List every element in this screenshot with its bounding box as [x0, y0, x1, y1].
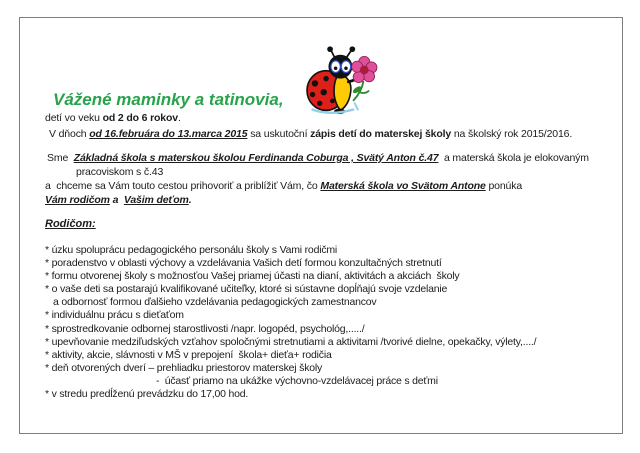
text-segment: a [109, 194, 124, 206]
list-item: * úzku spoluprácu pedagogického personálu školy s Vami rodičmi [45, 244, 338, 256]
list-item: * individuálnu prácu s dieťaťom [45, 309, 184, 322]
text-segment: zápis detí do materskej školy [310, 128, 452, 140]
text-segment: Vašim deťom [123, 194, 189, 206]
age-range-line [45, 112, 181, 125]
text-segment: Sme [47, 152, 74, 164]
text-segment: od 2 do 6 rokov [102, 112, 178, 124]
list-item: * o vaše deti sa postarajú kvalifikované učiteľky, ktoré si sústavne dopĺňajú svoje vzdelanie [45, 283, 448, 296]
text-segment: a chceme sa Vám touto cestou prihovoriť a priblížiť Vám, čo [45, 180, 321, 192]
list-item: * deň otvorených dverí – prehliadku priestorov materskej školy [45, 361, 323, 374]
offer-list [45, 244, 618, 401]
text-segment: ponúka [485, 180, 523, 192]
document-page [19, 17, 623, 434]
list-item: a odbornosť formou ďalšieho vzdelávania pedagogických zamestnancov [53, 296, 377, 309]
text-segment: od 16.februára do 13.marca 2015 [89, 128, 248, 140]
enrollment-line [49, 128, 572, 141]
ladybug-with-flower-icon [302, 46, 382, 116]
text-segment: Materská škola vo Svätom Antone [320, 180, 486, 192]
list-item: * sprostredkovanie odbornej starostlivosti /napr. logopéd, psychológ,...../ [45, 322, 365, 335]
school-name-line2 [76, 166, 163, 179]
text-segment: a materská škola je elokovaným [438, 152, 589, 164]
list-item: * v stredu predĺženú prevádzku do 17,00 hod. [45, 388, 249, 401]
list-item: * poradenstvo v oblasti výchovy a vzdelávania Vašich detí formou konzultačných stretnutí [45, 257, 442, 270]
text-segment: V dňoch [49, 128, 90, 140]
text-segment: sa uskutoční [247, 128, 311, 140]
list-item: * aktivity, akcie, slávnosti v MŠ v prepojení škola+ dieťa+ rodičia [45, 348, 332, 361]
page-title: Vážené maminky a tatinovia, [53, 90, 284, 109]
list-item: * formu otvorenej školy s možnosťou Vašej priamej účasti na dianí, aktivitách a akciách školy [45, 270, 460, 283]
text-segment: na školský rok 2015/2016. [451, 128, 573, 140]
text-segment: . [177, 112, 181, 124]
intro-line [45, 180, 522, 193]
text-segment: Vám rodičom [45, 194, 110, 206]
school-name-line [47, 152, 589, 165]
text-segment: detí vo veku [45, 112, 103, 124]
section-heading-rodicom: Rodičom: [45, 218, 96, 230]
text-segment: Základná škola s materskou školou Ferdinanda Coburga , Svätý Anton č.47 [73, 152, 439, 164]
offer-target-line [45, 194, 192, 207]
list-item: * upevňovanie medziľudských vzťahov spoločnými stretnutiami a aktivitami /tvorivé dielne, opekačky, výlety,..../ [45, 335, 537, 348]
text-segment: pracoviskom s č.43 [76, 166, 164, 178]
list-item: - účasť priamo na ukážke výchovno-vzdelávacej práce s deťmi [156, 374, 438, 387]
text-segment: . [188, 194, 192, 206]
